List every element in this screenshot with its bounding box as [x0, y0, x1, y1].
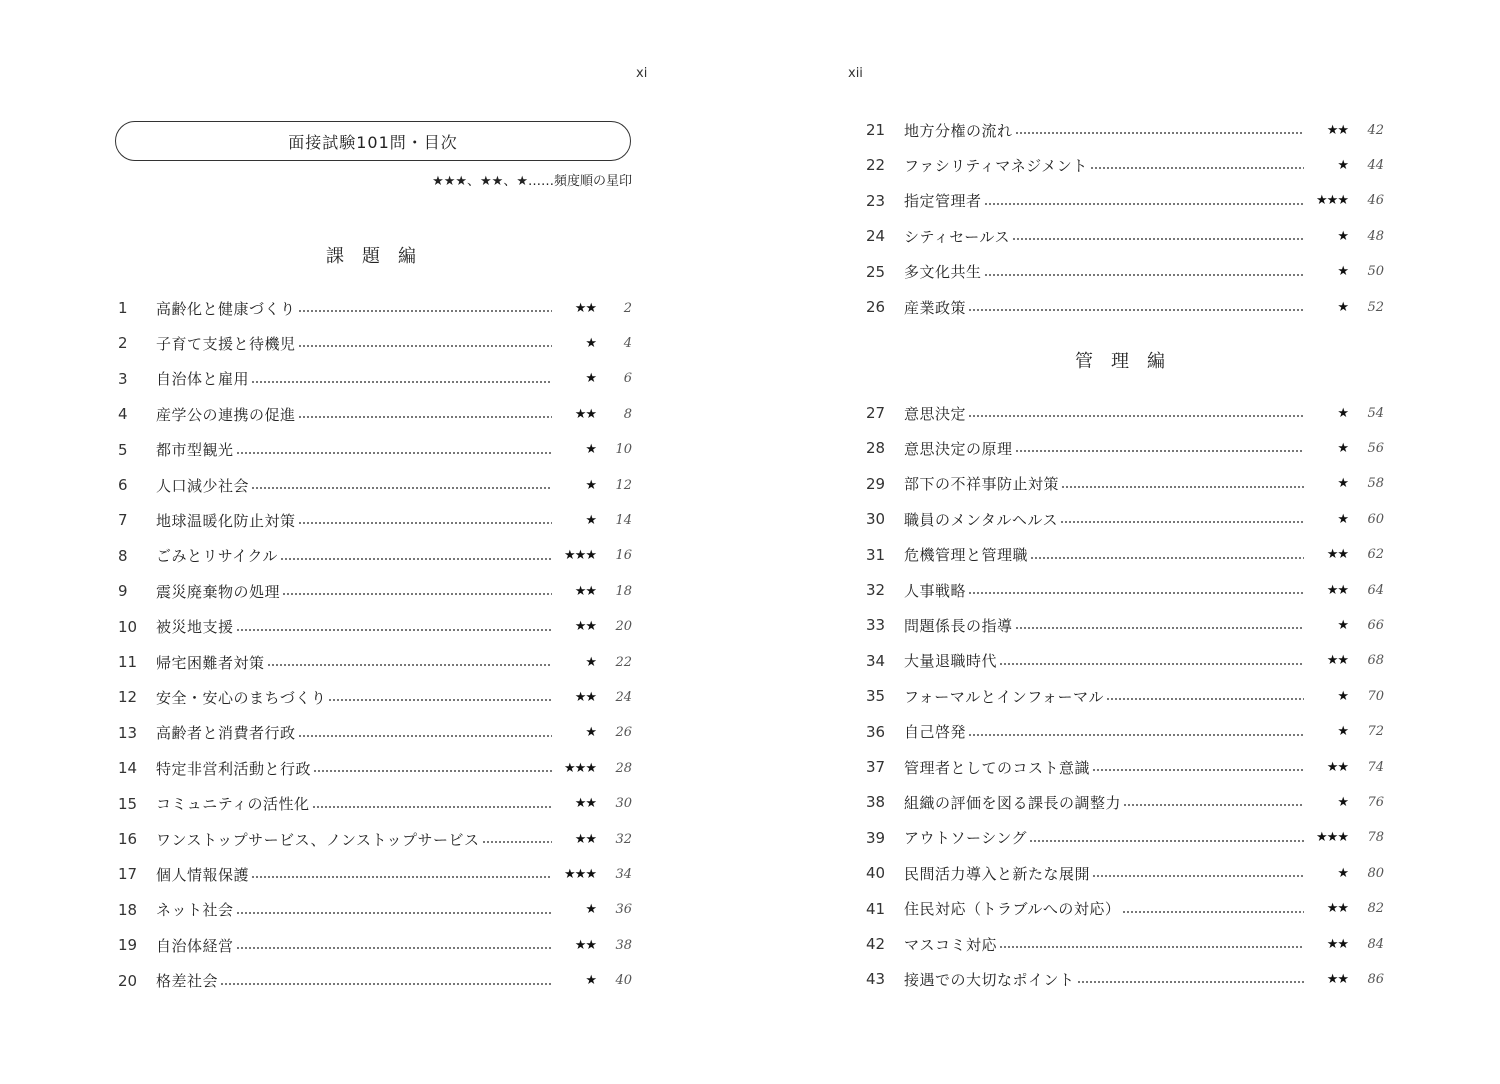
toc-entry[interactable] — [866, 153, 1384, 177]
toc-entry-title: 高齢化と健康づくり — [156, 299, 296, 318]
frequency-stars: ★★ — [1326, 122, 1348, 138]
frequency-stars: ★ — [1337, 476, 1348, 492]
frequency-stars: ★★ — [574, 406, 596, 422]
toc-entry[interactable] — [866, 401, 1384, 425]
toc-entry[interactable] — [866, 790, 1384, 814]
toc-entry-page: 44 — [1367, 157, 1384, 173]
toc-entry-number: 30 — [866, 510, 886, 529]
toc-entry-title: 意思決定の原理 — [904, 439, 1013, 458]
toc-entry-number: 20 — [118, 971, 138, 990]
toc-entry-number: 31 — [866, 545, 886, 564]
toc-entry-page: 10 — [615, 442, 632, 458]
frequency-stars: ★ — [1337, 228, 1348, 244]
leader-dots — [1122, 911, 1304, 913]
toc-entry-title: シティセールス — [904, 227, 1010, 246]
frequency-stars: ★ — [585, 725, 596, 741]
frequency-stars: ★★ — [1326, 653, 1348, 669]
toc-entry-number: 33 — [866, 616, 886, 635]
toc-entry[interactable] — [118, 685, 632, 709]
frequency-stars: ★ — [1337, 865, 1348, 881]
frequency-stars: ★★ — [574, 831, 596, 847]
toc-entry-number: 12 — [118, 688, 138, 707]
frequency-stars: ★★★ — [564, 760, 596, 776]
leader-dots — [1077, 981, 1304, 983]
toc-entry-title: 民間活力導入と新たな展開 — [904, 864, 1091, 883]
toc-entry[interactable] — [866, 189, 1384, 213]
leader-dots — [313, 770, 552, 772]
frequency-stars: ★ — [1337, 688, 1348, 704]
toc-entry[interactable] — [118, 792, 632, 816]
frequency-stars: ★★ — [1326, 971, 1348, 987]
leader-dots — [482, 841, 552, 843]
page-number-right: xii — [848, 66, 863, 81]
leader-dots — [1015, 132, 1304, 134]
toc-entry-page: 34 — [615, 866, 632, 882]
toc-entry[interactable] — [118, 367, 632, 391]
toc-entry-page: 84 — [1367, 936, 1384, 952]
toc-entry-page: 68 — [1367, 653, 1384, 669]
leader-dots — [280, 558, 552, 560]
toc-entry[interactable] — [866, 861, 1384, 885]
toc-entry-title: 地球温暖化防止対策 — [156, 511, 296, 530]
toc-entry[interactable] — [118, 933, 632, 957]
toc-entry-title: 被災地支援 — [156, 618, 234, 637]
leader-dots — [1092, 875, 1304, 877]
toc-entry-number: 14 — [118, 759, 138, 778]
toc-entry-number: 42 — [866, 935, 886, 953]
toc-entry-number: 43 — [866, 970, 886, 989]
toc-entry-page: 64 — [1367, 582, 1384, 598]
frequency-stars: ★ — [1337, 511, 1348, 527]
toc-entry[interactable] — [118, 508, 632, 532]
frequency-stars: ★ — [585, 371, 596, 387]
frequency-stars: ★★★ — [564, 548, 596, 564]
toc-entry-title: フォーマルとインフォーマル — [904, 687, 1105, 706]
toc-entry-number: 10 — [118, 617, 138, 636]
leader-dots — [1012, 238, 1304, 240]
toc-entry-title: 自己啓発 — [904, 723, 967, 742]
leader-dots — [968, 592, 1304, 594]
frequency-stars: ★ — [585, 442, 596, 458]
toc-entry[interactable] — [118, 473, 632, 497]
toc-entry-page: 62 — [1367, 547, 1384, 563]
leader-dots — [968, 415, 1304, 417]
toc-entry[interactable] — [118, 296, 632, 320]
toc-entry-page: 66 — [1367, 617, 1384, 633]
toc-entry-page: 48 — [1367, 228, 1384, 244]
leader-dots — [298, 735, 552, 737]
toc-entry-title: コミュニティの活性化 — [156, 795, 310, 814]
toc-entry-number: 23 — [866, 191, 886, 210]
toc-entry-number: 32 — [866, 581, 886, 599]
toc-entry[interactable] — [866, 118, 1384, 142]
toc-entry-number: 24 — [866, 227, 886, 246]
toc-entry-title: 組織の評価を図る課長の調整力 — [904, 793, 1122, 812]
section-heading-kadai: 課題編 — [326, 246, 434, 267]
toc-entry-number: 16 — [118, 830, 138, 848]
frequency-stars: ★ — [1337, 299, 1348, 315]
toc-entry-page: 38 — [615, 937, 632, 953]
toc-entry-page: 8 — [623, 406, 632, 422]
leader-dots — [1015, 450, 1304, 452]
toc-entry-title: ワンストップサービス、ノンストップサービス — [156, 830, 480, 849]
toc-entry[interactable] — [118, 862, 632, 886]
star-legend: ★★★、★★、★……頻度順の星印 — [432, 174, 632, 189]
frequency-stars: ★ — [585, 512, 596, 528]
toc-entry-page: 56 — [1367, 440, 1384, 456]
toc-entry[interactable] — [866, 613, 1384, 637]
frequency-stars: ★★★ — [564, 866, 596, 882]
toc-entry-title: 自治体と雇用 — [156, 370, 250, 389]
toc-entry-number: 29 — [866, 474, 886, 493]
frequency-stars: ★★ — [1326, 901, 1348, 917]
leader-dots — [251, 381, 552, 383]
toc-entry[interactable] — [118, 438, 632, 462]
toc-entry-page: 24 — [615, 689, 632, 705]
toc-entry-number: 34 — [866, 651, 886, 670]
toc-entry-page: 58 — [1367, 476, 1384, 492]
toc-entry[interactable] — [866, 507, 1384, 531]
leader-dots — [1030, 557, 1304, 559]
toc-entry-number: 1 — [118, 299, 128, 317]
frequency-stars: ★ — [585, 973, 596, 989]
frequency-stars: ★★★ — [1316, 830, 1348, 846]
frequency-stars: ★★ — [1326, 582, 1348, 598]
toc-entry[interactable] — [866, 720, 1384, 744]
leader-dots — [220, 983, 552, 985]
leader-dots — [999, 663, 1304, 665]
frequency-stars: ★★★ — [1316, 193, 1348, 209]
frequency-stars: ★★ — [574, 689, 596, 705]
toc-entry-page: 26 — [615, 725, 632, 741]
toc-entry-page: 12 — [615, 477, 632, 493]
frequency-stars: ★★ — [574, 619, 596, 635]
toc-entry-page: 20 — [615, 619, 632, 635]
frequency-stars: ★ — [585, 477, 596, 493]
toc-entry[interactable] — [866, 897, 1384, 921]
toc-entry-page: 50 — [1367, 264, 1384, 280]
leader-dots — [282, 593, 552, 595]
toc-entry[interactable] — [866, 684, 1384, 708]
toc-entry-title: 人事戦略 — [904, 581, 967, 600]
toc-entry-page: 72 — [1367, 724, 1384, 740]
leader-dots — [984, 203, 1304, 205]
toc-entry[interactable] — [118, 969, 632, 993]
toc-entry-number: 13 — [118, 723, 138, 742]
toc-entry[interactable] — [866, 755, 1384, 779]
leader-dots — [251, 876, 552, 878]
toc-entry-page: 86 — [1367, 971, 1384, 987]
toc-entry-page: 76 — [1367, 794, 1384, 810]
toc-entry[interactable] — [118, 898, 632, 922]
toc-entry[interactable] — [866, 649, 1384, 673]
leader-dots — [298, 310, 552, 312]
toc-entry[interactable] — [866, 967, 1384, 991]
toc-entry[interactable] — [118, 721, 632, 745]
frequency-stars: ★ — [1337, 157, 1348, 173]
toc-entry-number: 26 — [866, 298, 886, 316]
toc-entry-title: 意思決定 — [904, 404, 967, 423]
toc-entry-number: 25 — [866, 262, 886, 281]
toc-entry-page: 42 — [1367, 122, 1384, 138]
toc-entry-title: ファシリティマネジメント — [904, 156, 1088, 175]
toc-entry-page: 22 — [615, 654, 632, 670]
toc-entry-number: 4 — [118, 405, 128, 424]
toc-entry-number: 21 — [866, 121, 886, 139]
toc-entry-page: 46 — [1367, 193, 1384, 209]
frequency-stars: ★★ — [1326, 759, 1348, 775]
leader-dots — [236, 452, 552, 454]
toc-entry-number: 19 — [118, 936, 138, 955]
toc-entry-title: 住民対応（トラブルへの対応） — [904, 900, 1121, 919]
toc-entry[interactable] — [866, 543, 1384, 567]
toc-entry-title: 人口減少社会 — [156, 476, 250, 495]
leader-dots — [236, 947, 552, 949]
toc-entry-number: 9 — [118, 582, 128, 601]
toc-entry[interactable] — [866, 224, 1384, 248]
toc-entry-number: 35 — [866, 687, 886, 706]
leader-dots — [1090, 167, 1304, 169]
toc-entry-page: 36 — [615, 902, 632, 918]
leader-dots — [1106, 698, 1304, 700]
toc-entry-page: 4 — [623, 335, 632, 351]
toc-entry-page: 74 — [1367, 759, 1384, 775]
leader-dots — [298, 345, 552, 347]
toc-entry-title: 問題係長の指導 — [904, 616, 1013, 635]
leader-dots — [236, 912, 552, 914]
toc-entry[interactable] — [118, 827, 632, 851]
toc-entry-number: 5 — [118, 440, 128, 459]
toc-entry-page: 60 — [1367, 511, 1384, 527]
frequency-stars: ★ — [585, 902, 596, 918]
toc-entry[interactable] — [866, 932, 1384, 956]
toc-entry-number: 3 — [118, 369, 128, 388]
leader-dots — [1029, 840, 1304, 842]
toc-entry-number: 7 — [118, 511, 128, 530]
leader-dots — [968, 309, 1304, 311]
toc-entry-page: 70 — [1367, 688, 1384, 704]
toc-entry-title: 産業政策 — [904, 298, 967, 317]
frequency-stars: ★ — [1337, 264, 1348, 280]
toc-entry-page: 32 — [615, 831, 632, 847]
toc-entry[interactable] — [118, 615, 632, 639]
leader-dots — [1123, 804, 1304, 806]
toc-entry-number: 15 — [118, 794, 138, 813]
leader-dots — [236, 629, 552, 631]
toc-entry-number: 22 — [866, 156, 886, 175]
toc-entry-title: 高齢者と消費者行政 — [156, 724, 296, 743]
toc-entry-number: 17 — [118, 865, 138, 884]
leader-dots — [1092, 769, 1304, 771]
toc-entry[interactable] — [118, 756, 632, 780]
toc-entry-page: 82 — [1367, 901, 1384, 917]
toc-entry-number: 6 — [118, 476, 128, 494]
toc-entry[interactable] — [118, 579, 632, 603]
toc-entry-page: 6 — [623, 371, 632, 387]
toc-entry-number: 38 — [866, 793, 886, 812]
toc-entry-number: 36 — [866, 722, 886, 741]
toc-entry-page: 78 — [1367, 830, 1384, 846]
toc-entry-page: 54 — [1367, 405, 1384, 421]
toc-entry-number: 2 — [118, 334, 128, 353]
toc-entry-number: 27 — [866, 404, 886, 422]
toc-entry-title: 帰宅困難者対策 — [156, 653, 265, 672]
toc-entry-title: 大量退職時代 — [904, 652, 998, 671]
toc-entry-title: 接遇での大切なポイント — [904, 970, 1075, 989]
toc-entry-title: 産学公の連携の促進 — [156, 405, 296, 424]
toc-entry[interactable] — [118, 544, 632, 568]
frequency-stars: ★ — [1337, 724, 1348, 740]
toc-entry-title: 格差社会 — [156, 972, 219, 991]
toc-entry-page: 18 — [615, 583, 632, 599]
toc-entry-title: 都市型観光 — [156, 441, 234, 460]
toc-entry-page: 14 — [615, 512, 632, 528]
toc-entry-title: 特定非営利活動と行政 — [156, 759, 312, 778]
leader-dots — [267, 664, 552, 666]
toc-entry[interactable] — [866, 260, 1384, 284]
toc-entry-page: 16 — [615, 548, 632, 564]
toc-entry-number: 18 — [118, 900, 138, 919]
toc-entry-number: 37 — [866, 758, 886, 776]
toc-entry-title: 地方分権の流れ — [904, 121, 1013, 140]
toc-entry-number: 8 — [118, 546, 128, 565]
toc-entry-title: 部下の不祥事防止対策 — [904, 475, 1060, 494]
toc-entry[interactable] — [118, 331, 632, 355]
toc-entry-page: 30 — [615, 796, 632, 812]
toc-entry[interactable] — [866, 826, 1384, 850]
leader-dots — [298, 522, 552, 524]
leader-dots — [1015, 627, 1304, 629]
toc-entry[interactable] — [866, 436, 1384, 460]
toc-entry-number: 41 — [866, 899, 886, 918]
toc-entry-number: 11 — [118, 653, 138, 671]
frequency-stars: ★★ — [574, 300, 596, 316]
toc-entry-number: 39 — [866, 828, 886, 847]
toc-entry-title: 多文化共生 — [904, 263, 982, 282]
frequency-stars: ★ — [1337, 794, 1348, 810]
frequency-stars: ★ — [585, 654, 596, 670]
toc-entry-title: 震災廃棄物の処理 — [156, 582, 281, 601]
leader-dots — [1060, 521, 1304, 523]
frequency-stars: ★★ — [1326, 547, 1348, 563]
leader-dots — [328, 699, 552, 701]
toc-entry-title: マスコミ対応 — [904, 935, 998, 954]
toc-entry-title: ごみとリサイクル — [156, 547, 278, 566]
frequency-stars: ★★ — [574, 937, 596, 953]
leader-dots — [999, 946, 1304, 948]
leader-dots — [984, 274, 1304, 276]
leader-dots — [968, 734, 1304, 736]
frequency-stars: ★ — [585, 335, 596, 351]
frequency-stars: ★ — [1337, 617, 1348, 633]
toc-entry-page: 2 — [623, 300, 632, 316]
page-number-left: xi — [636, 66, 648, 81]
frequency-stars: ★★ — [1326, 936, 1348, 952]
toc-entry-title: 指定管理者 — [904, 192, 982, 211]
toc-entry[interactable] — [118, 650, 632, 674]
frequency-stars: ★ — [1337, 405, 1348, 421]
leader-dots — [1061, 486, 1304, 488]
toc-entry-page: 28 — [615, 760, 632, 776]
toc-entry[interactable] — [866, 578, 1384, 602]
leader-dots — [251, 487, 552, 489]
toc-entry-page: 52 — [1367, 299, 1384, 315]
frequency-stars: ★ — [1337, 440, 1348, 456]
toc-entry-page: 80 — [1367, 865, 1384, 881]
toc-entry-title: 管理者としてのコスト意識 — [904, 758, 1091, 777]
toc-entry-title: 自治体経営 — [156, 936, 234, 955]
toc-entry-title: 安全・安心のまちづくり — [156, 688, 327, 707]
toc-entry[interactable] — [866, 472, 1384, 496]
section-heading-kanri: 管理編 — [1075, 351, 1183, 372]
frequency-stars: ★★ — [574, 583, 596, 599]
toc-entry-title: アウトソーシング — [904, 829, 1028, 848]
toc-entry-page: 40 — [615, 973, 632, 989]
toc-entry[interactable] — [118, 402, 632, 426]
toc-entry[interactable] — [866, 295, 1384, 319]
leader-dots — [312, 806, 552, 808]
toc-entry-title: ネット社会 — [156, 901, 234, 920]
toc-entry-number: 28 — [866, 439, 886, 458]
frequency-stars: ★★ — [574, 796, 596, 812]
toc-entry-title: 危機管理と管理職 — [904, 546, 1029, 565]
toc-title-box — [115, 121, 631, 161]
toc-title: 面接試験101問・目次 — [288, 132, 458, 152]
toc-entry-title: 職員のメンタルヘルス — [904, 510, 1058, 529]
leader-dots — [298, 416, 552, 418]
toc-entry-title: 個人情報保護 — [156, 865, 250, 884]
toc-entry-number: 40 — [866, 864, 886, 883]
toc-entry-title: 子育て支援と待機児 — [156, 334, 296, 353]
